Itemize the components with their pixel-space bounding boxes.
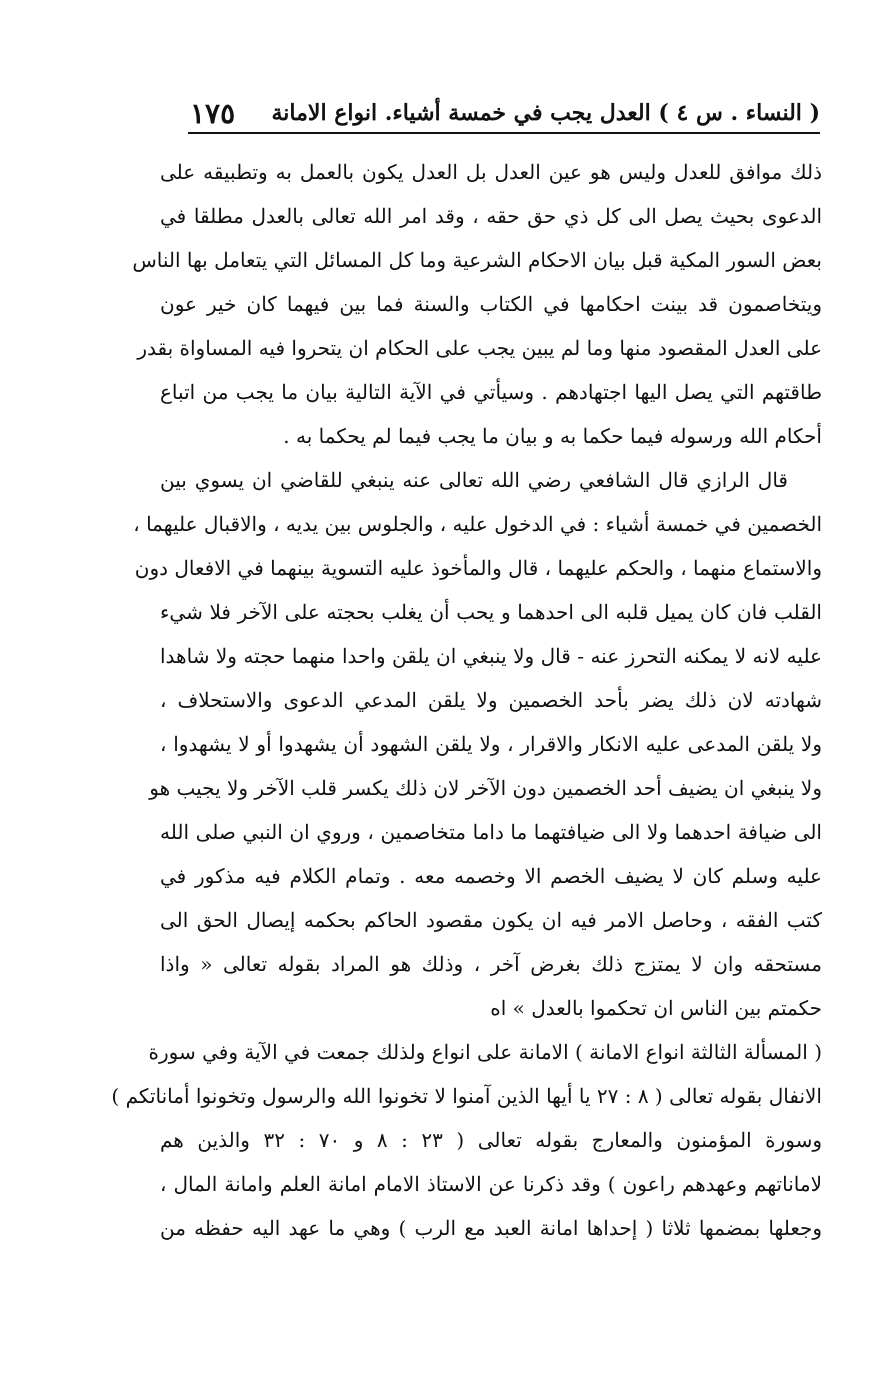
text-line: عليه لانه لا يمكنه التحرز عنه - قال ولا ينبغي ان يلقن واحدا منهما حجته ولا شاهدا xyxy=(160,644,822,668)
text-line: حكمتم بين الناس ان تحكموا بالعدل » اه xyxy=(490,996,822,1020)
text-line: ولا ينبغي ان يضيف أحد الخصمين دون الآخر لان ذلك يكسر قلب الآخر ولا يجيب هو xyxy=(149,776,822,800)
text-line: قال الرازي قال الشافعي رضي الله تعالى عنه ينبغي للقاضي ان يسوي بين xyxy=(160,468,788,492)
text-line: ويتخاصمون قد بينت احكامها في الكتاب والسنة فما بين فيهما كان خير عون xyxy=(160,292,822,316)
text-line: أحكام الله ورسوله فيما حكما به و بيان ما يجب فيما لم يحكما به . xyxy=(283,424,822,448)
body-text xyxy=(111,150,823,1250)
text-line: والاستماع منهما ، والحكم عليهما ، قال والمأخوذ عليه التسوية بينهما في الافعال دون xyxy=(134,556,822,580)
text-line: الخصمين في خمسة أشياء : في الدخول عليه ، والجلوس بين يديه ، والاقبال عليهما ، xyxy=(133,512,822,536)
text-line: الدعوى بحيث يصل الى كل ذي حق حقه ، وقد امر الله تعالى بالعدل مطلقا في xyxy=(160,204,822,228)
text-line: الى ضيافة احدهما ولا الى ضيافتهما ما داما متخاصمين ، وروي ان النبي صلى الله xyxy=(160,820,822,844)
text-line: الانفال بقوله تعالى ( ٨ : ٢٧ يا أيها الذين آمنوا لا تخونوا الله والرسول وتخونوا أماناتكم ) xyxy=(111,1084,822,1108)
text-line: ذلك موافق للعدل وليس هو عين العدل بل العدل يكون بالعمل به وتطبيقه على xyxy=(160,160,822,184)
text-line: ( المسألة الثالثة انواع الامانة ) الامانة على انواع ولذلك جمعت في الآية وفي سورة xyxy=(148,1040,822,1064)
text-line: عليه وسلم كان لا يضيف الخصم الا وخصمه معه . وتمام الكلام فيه مذكور في xyxy=(160,864,822,888)
page-number: ١٧٥ xyxy=(190,96,236,130)
running-header xyxy=(190,92,820,134)
text-line: بعض السور المكية قبل بيان الاحكام الشرعية وما كل المسائل التي يتعامل بها الناس xyxy=(132,248,822,272)
text-line: مستحقه وان لا يمتزج ذلك بغرض آخر ، وذلك هو المراد بقوله تعالى « واذا xyxy=(160,952,822,976)
text-line: وسورة المؤمنون والمعارج بقوله تعالى ( ٢٣ : ٨ و ٧٠ : ٣٢ والذين هم xyxy=(160,1128,823,1152)
text-line: شهادته لان ذلك يضر بأحد الخصمين ولا يلقن المدعي الدعوى والاستحلاف ، xyxy=(160,688,822,712)
header-divider xyxy=(188,132,820,134)
text-line: القلب فان كان يميل قلبه الى احدهما و يحب أن يغلب بحجته على الآخر فلا شيء xyxy=(160,600,822,624)
header-title: ( النساء . س ٤ ) العدل يجب في خمسة أشياء. انواع الامانة xyxy=(271,100,820,126)
paragraph-1 xyxy=(132,150,822,458)
text-line: طاقتهم التي يصل اليها اجتهادهم . وسيأتي في الآية التالية بيان ما يجب من اتباع xyxy=(160,380,822,404)
text-line: كتب الفقه ، وحاصل الامر فيه ان يكون مقصود الحاكم بحكمه إيصال الحق الى xyxy=(160,908,822,932)
text-line: لاماناتهم وعهدهم راعون ) وقد ذكرنا عن الاستاذ الامام امانة العلم وامانة المال ، xyxy=(160,1172,822,1196)
text-line: على العدل المقصود منها وما لم يبين يجب على الحكام ان يتحروا فيه المساواة بقدر xyxy=(137,336,822,360)
text-line: ولا يلقن المدعى عليه الانكار والاقرار ، ولا يلقن الشهود أن يشهدوا أو لا يشهدوا ، xyxy=(160,732,822,756)
text-line: وجعلها بمضمها ثلاثا ( إحداها امانة العبد مع الرب ) وهي ما عهد اليه حفظه من xyxy=(160,1216,822,1240)
paragraph-2 xyxy=(133,458,822,1030)
paragraph-3 xyxy=(111,1030,823,1250)
